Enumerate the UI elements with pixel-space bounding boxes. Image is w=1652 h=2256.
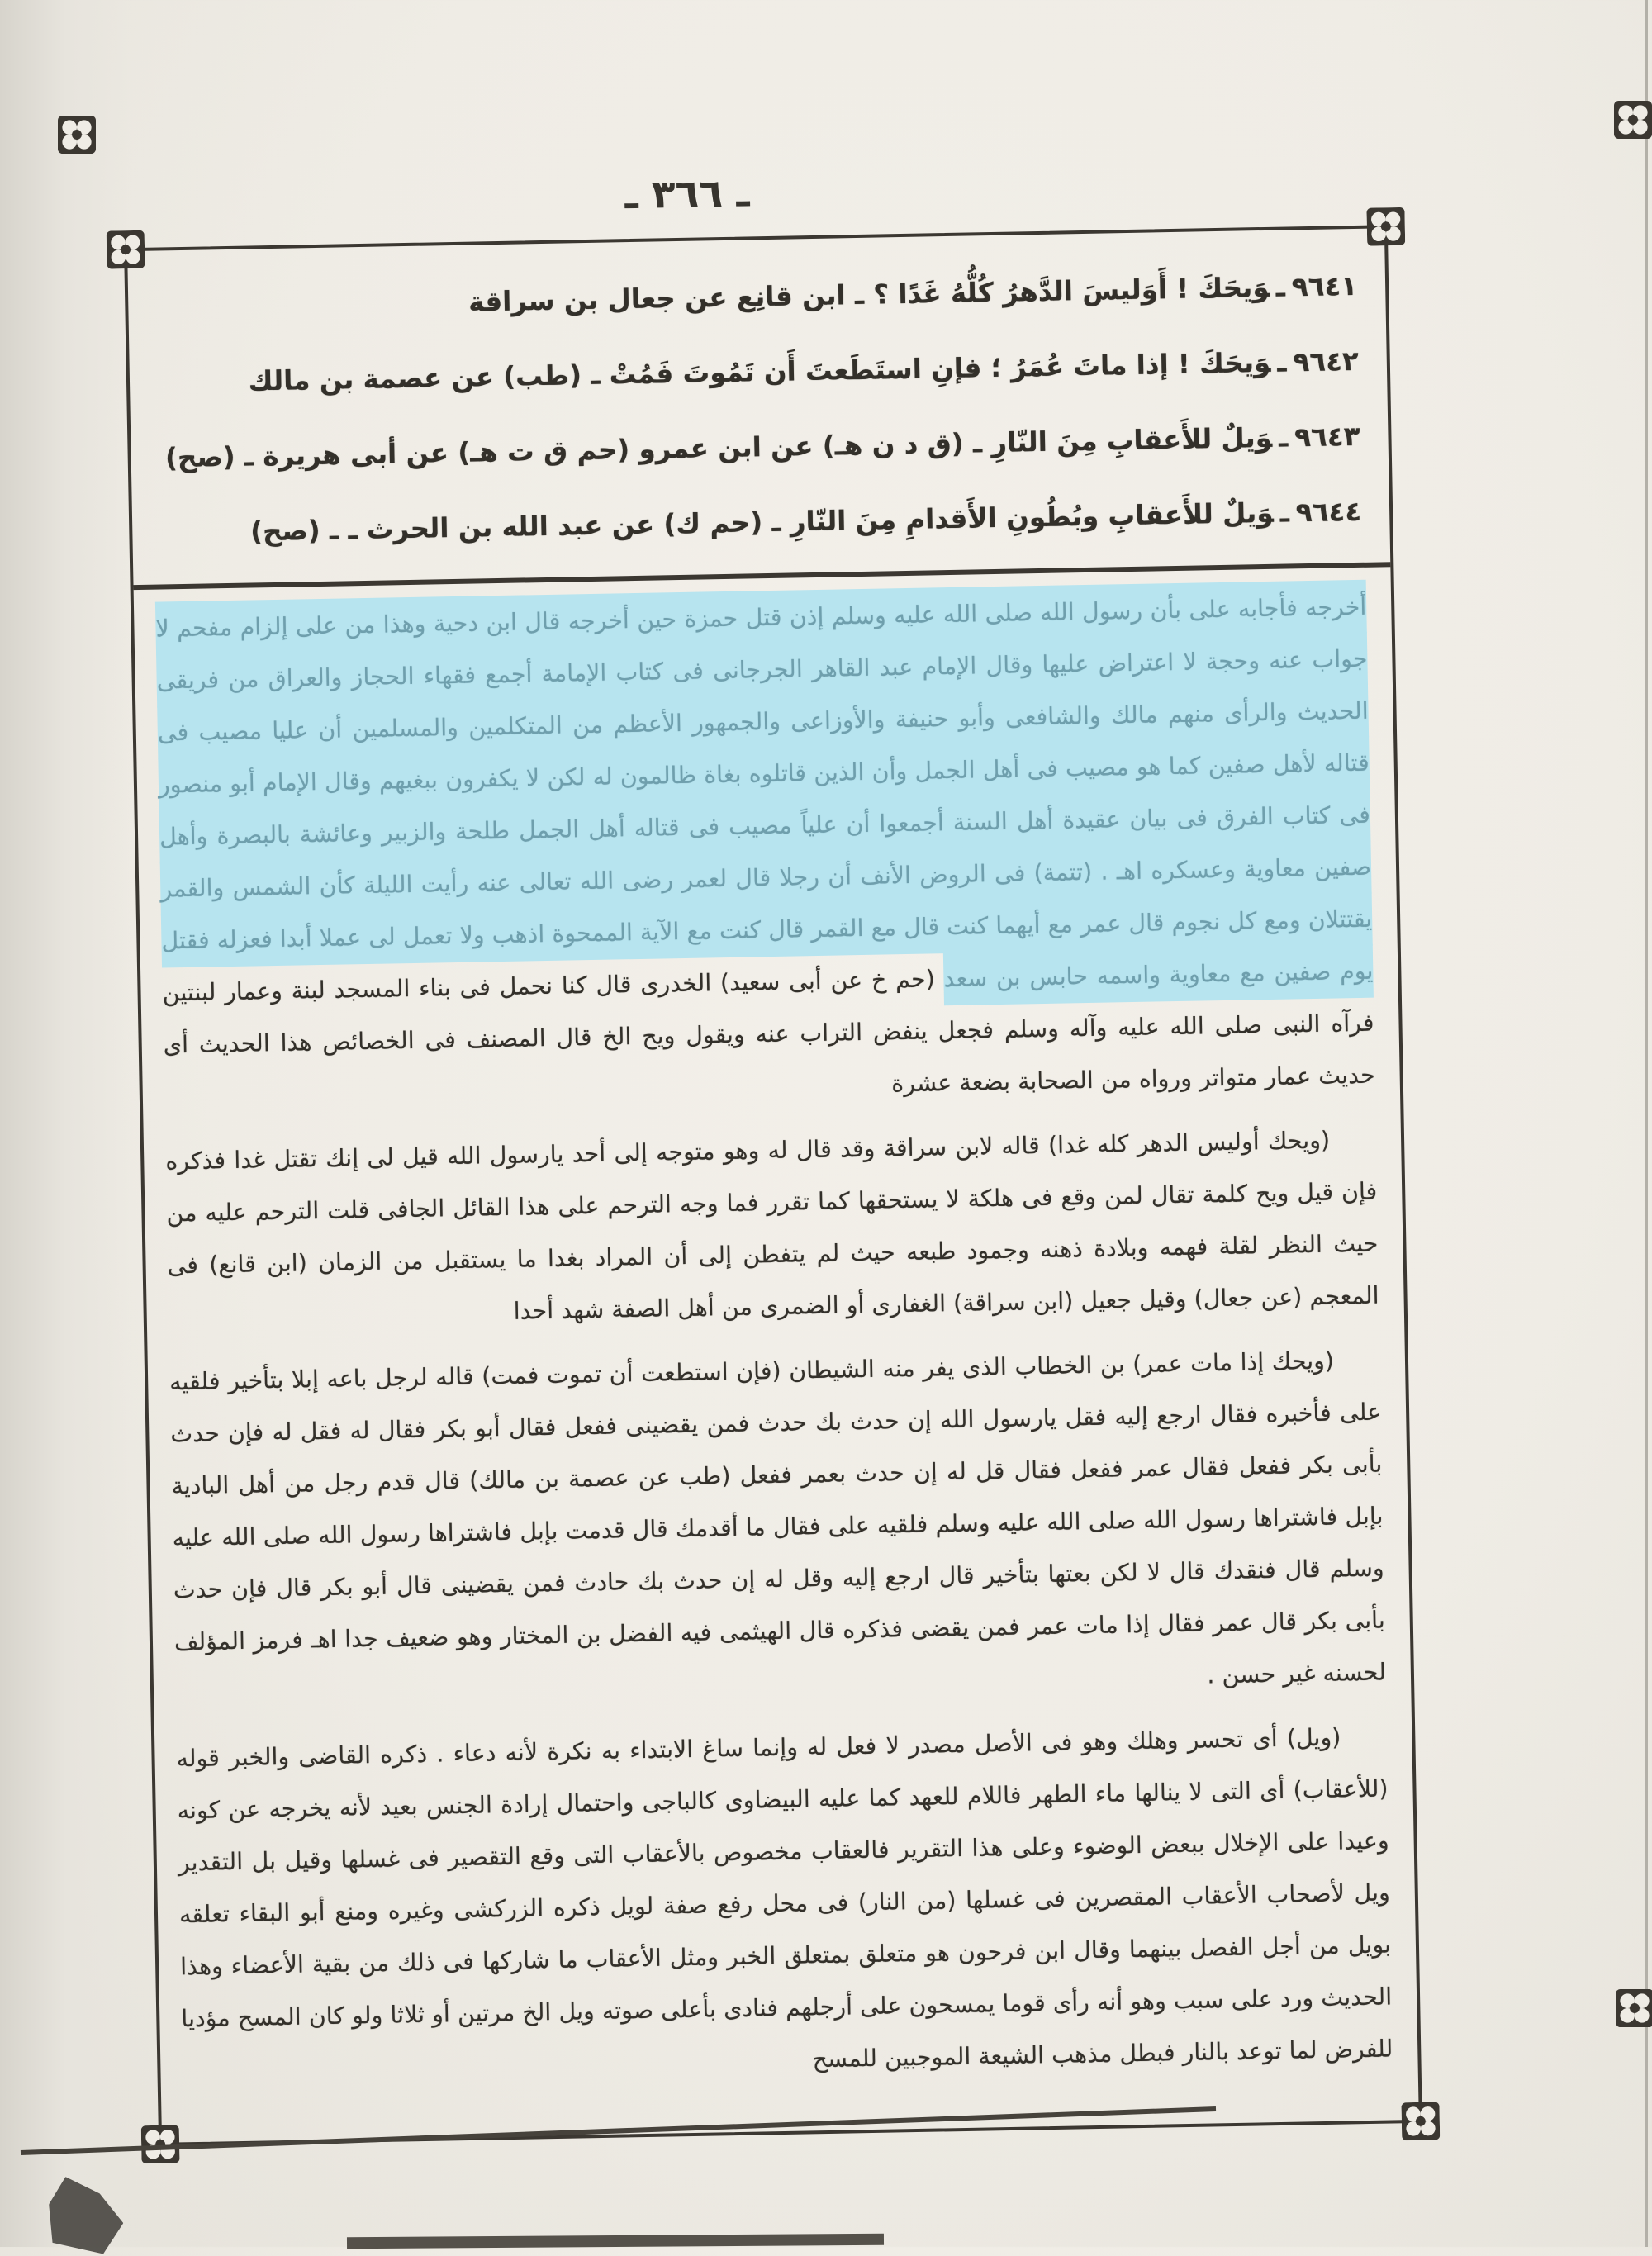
quatrefoil-ornament-icon	[1614, 101, 1652, 139]
hadith-section	[127, 228, 1390, 575]
quatrefoil-ornament-icon	[1401, 2102, 1440, 2140]
quatrefoil-ornament-icon	[58, 116, 96, 154]
hadith-text: وَيلٌ للأَعقابِ وبُطُونِ الأَقدامِ مِنَ النّارِ ـ (حم ك) عن عبد الله بن الحرث ـ ـ (صح)	[249, 496, 1275, 548]
commentary-paragraph: (ويحك إذا مات عمر) بن الخطاب الذى يفر منه الشيطان (فإن استطعت أن تموت فمت) قاله لرجل باعه إبلا بتأخير فلقيه على فأخبره فقال ارجع إليه فقل يارسول الله إن حدث بك حدث فمن يقضينى ففعل فقال أبو بكر فقال له فقل له فإن حدث بأبى بكر ففعل فقال عمر ففعل فقال قل له إن حدث بعمر ففعل (طب عن عصمة بن مالك) قال قدم رجل من أهل البادية بإبل فاشتراها رسول الله صلى الله عليه وسلم فلقيه على فقال ما أقدمك قال قدمت بإبل فاشتراها رسول الله صلى الله عليه وسلم قال فنقدك قال لا لكن بعتها بتأخير قال ارجع إليه وقل له إن حدث بك حادث فمن يقضينى قال أبو بكر قال فإن حدث بأبى بكر قال عمر فقال إذا مات عمر فمن يقضى فذكره قال الهيثمى فيه الفضل بن المختار وهو ضعيف جدا اهـ فرمز المؤلف لحسنه غير حسن .	[169, 1346, 1387, 1689]
scan-edge-band	[347, 2234, 884, 2249]
hadith-number: ٩٦٤٣	[1294, 420, 1360, 454]
hadith-text: وَيحَكَ ! إذا ماتَ عُمَرُ ؛ فإنِ استَطَعتَ أَن تَمُوتَ فَمُتْ ـ (طب) عن عصمة بن مالك	[248, 346, 1271, 397]
commentary-paragraph: (ويل) أى تحسر وهلك وهو فى الأصل مصدر لا فعل له وإنما ساغ الابتداء به نكرة لأنه دعاء . ذكره القاضى والخبر قوله (للأعقاب) أى التى لا ينالها ماء الطهر فاللام للعهد كما عليه البيضاوى كالباجى واحتمال إرادة الجنس بعيد لأنه يخرجه عن كونه وعيدا على الإخلال ببعض الوضوء وعلى هذا التقرير فالعقاب مخصوص بالأعقاب التى وقع التقصير فى غسلها وقيل بل التقدير ويل لأصحاب الأعقاب المقصرين فى غسلها (من النار) فى محل رفع صفة لويل ذكره الزركشى وغيره ومنع أبو البقاء تعلقه بويل من أجل الفصل بينهما وقال ابن فرحون هو متعلق بمتعلق الخبر ومثل الأعقاب ما شاركها فى ذلك من بقية الأعضاء وهذا الحديث ورد على سبب وهو أنه رأى قوما يمسحون على أرجلهم فنادى بأعلى صوته ويل الخ مرتين أو ثلاثا ولو كان المسح مؤديا للفرض لما توعد بالنار فبطل مذهب الشيعة الموجبين للمسح	[176, 1723, 1393, 2073]
commentary-paragraph: (ويحك أوليس الدهر كله غدا) قاله لابن سراقة وقد قال له وهو متوجه إلى أحد يارسول الله قيل لى إنك تقتل غدا فذكره فإن قيل ويح كلمة تقال لمن وقع فى هلكة لا يستحقها كما تقرر فما وجه الترحم على هذا القائل الجافى قلت الترحم عليه من حيث النظر لقلة فهمه وبلادة ذهنه وجمود طبعه حيث لم يتفطن إلى أن المراد بغدا ما يستقبل من الزمان (ابن قانع) فى المعجم (عن جعال) وقيل جعيل (ابن سراقة) الغفارى أو الضمرى من أهل الصفة شهد أحدا	[165, 1126, 1379, 1325]
page-tilt-wrapper	[104, 127, 1446, 2157]
highlighted-passage: أخرجه فأجابه على بأن رسول الله صلى الله عليه وسلم إذن قتل حمزة حين أخرجه قال ابن دحية وهذا من على إلزام مفحم لا جواب عنه وحجة لا اعتراض عليها وقال الإمام عبد القاهر الجرجانى فى كتاب الإمامة أجمع فقهاء الحجاز والعراق من فريقى الحديث والرأى منهم مالك والشافعى وأبو حنيفة والأوزاعى والجمهور الأعظم من المتكلمين والمسلمين أن عليا مصيب فى قتاله لأهل صفين كما هو مصيب فى أهل الجمل وأن الذين قاتلوه بغاة ظالمون له لكن لا يكفرون ببغيهم وقال الإمام أبو منصور فى كتاب الفرق فى بيان عقيدة أهل السنة أجمعوا أن علياً مصيب فى قتاله أهل الجمل طلحة والزبير وعائشة بالبصرة وأهل صفين معاوية وعسكره اهـ . (تتمة) فى الروض الأنف أن رجلا قال لعمر رضى الله تعالى عنه رأيت الليلة كأن الشمس والقمر يقتتلان ومع كل نجوم قال عمر مع أيهما كنت قال مع القمر قال كنت مع الآية الممحوة اذهب ولا تعمل لى عملا أبدا فعزله فقتل يوم صفين مع معاوية واسمه حابس بن سعد	[155, 580, 1374, 1005]
hadith-separator: ـ	[1275, 271, 1286, 303]
quatrefoil-ornament-icon	[107, 230, 145, 269]
commentary-section	[134, 567, 1418, 2104]
hadith-number: ٩٦٤٤	[1295, 495, 1362, 529]
hadith-separator: ـ	[1276, 346, 1287, 378]
hadith-text: وَيلٌ للأَعقابِ مِنَ النّارِ ـ (ق د ن هـ) عن ابن عمرو (حم ق ت هـ) عن أبى هريرة ـ (صح)	[164, 421, 1273, 474]
hadith-number: ٩٦٤٢	[1293, 344, 1360, 378]
hadith-number: ٩٦٤١	[1291, 269, 1358, 303]
page-number: ـ ٣٦٦ ـ	[624, 170, 750, 219]
paragraph-continuation: (حم خ عن أبى سعيد) الخدرى قال كنا نحمل فى بناء المسجد لبنة وعمار لبنتين فرآه النبى صلى الله عليه وآله وسلم فجعل ينفض التراب عنه ويقول ويح الخ قال المصنف فى الخصائص هذا الحديث أى حديث عمار متواتر ورواه من الصحابة بضعة عشرة	[162, 965, 1375, 1098]
hadith-separator: ـ	[1278, 421, 1289, 454]
hadith-text: وَيحَكَ ! أَوَليسَ الدَّهرُ كُلُّهُ غَدًا ؟ ـ ابن قانِع عن جعال بن سراقة	[468, 271, 1270, 318]
hadith-separator: ـ	[1279, 496, 1290, 529]
quatrefoil-ornament-icon	[1366, 207, 1405, 246]
scan-right-edge	[1645, 0, 1648, 2247]
commentary-paragraph	[155, 581, 1375, 1123]
quatrefoil-ornament-icon	[1616, 1989, 1652, 2027]
text-frame	[124, 225, 1422, 2146]
